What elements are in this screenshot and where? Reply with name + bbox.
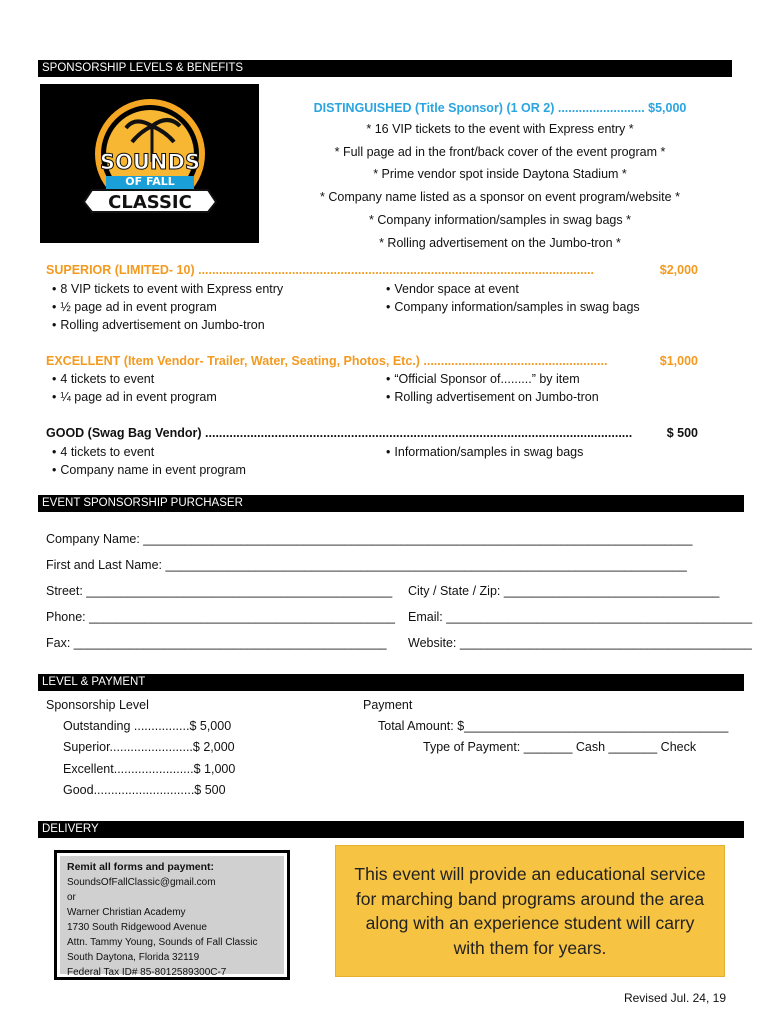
distinguished-benefit: * 16 VIP tickets to the event with Express entry * bbox=[366, 122, 634, 136]
good-benefit: • Information/samples in swag bags bbox=[386, 445, 583, 459]
excellent-price: $1,000 bbox=[659, 354, 698, 368]
good-benefit: • Company name in event program bbox=[52, 463, 246, 477]
remit-line: or bbox=[67, 892, 76, 903]
svg-text:OF FALL: OF FALL bbox=[125, 175, 175, 188]
delivery-header: DELIVERY bbox=[38, 821, 744, 838]
excellent-label: EXCELLENT (Item Vendor- Trailer, Water, Seating, Photos, Etc.) ..................................................... bbox=[46, 354, 608, 368]
phone-field[interactable]: Phone: ____________________________________________ bbox=[46, 610, 395, 624]
payment-type-field[interactable]: Type of Payment: _______ Cash _______ Check bbox=[423, 740, 697, 754]
superior-benefit: • 8 VIP tickets to event with Express entry bbox=[52, 282, 283, 296]
superior-title bbox=[46, 263, 698, 277]
promo-box bbox=[335, 845, 725, 977]
remit-line: Attn. Tammy Young, Sounds of Fall Classic bbox=[67, 937, 258, 948]
remit-box bbox=[54, 850, 290, 980]
payment-label: Payment bbox=[363, 698, 413, 712]
good-price: $ 500 bbox=[666, 426, 698, 440]
level-option[interactable]: Superior........................$ 2,000 bbox=[63, 740, 235, 754]
level-option[interactable]: Good.............................$ 500 bbox=[63, 783, 226, 797]
good-title bbox=[46, 426, 698, 440]
email-field[interactable]: Email: ____________________________________________ bbox=[408, 610, 753, 624]
distinguished-benefit: * Rolling advertisement on the Jumbo-tron * bbox=[379, 236, 621, 250]
level-option[interactable]: Excellent.......................$ 1,000 bbox=[63, 762, 236, 776]
svg-text:CLASSIC: CLASSIC bbox=[108, 192, 192, 213]
website-field[interactable]: Website: __________________________________________ bbox=[408, 636, 752, 650]
superior-price: $2,000 bbox=[659, 263, 698, 277]
distinguished-benefit: * Full page ad in the front/back cover of the event program * bbox=[334, 145, 666, 159]
city-state-zip-field[interactable]: City / State / Zip: _______________________________ bbox=[408, 584, 720, 598]
excellent-benefit: • ¼ page ad in event program bbox=[52, 390, 217, 404]
promo-text: This event will provide an educational service for marching band programs around the area along with an experience student will carry with them for years. bbox=[354, 864, 706, 958]
excellent-benefit: • 4 tickets to event bbox=[52, 372, 154, 386]
street-field[interactable]: Street: ____________________________________________ bbox=[46, 584, 393, 598]
remit-line: South Daytona, Florida 32119 bbox=[67, 952, 200, 963]
remit-line: 1730 South Ridgewood Avenue bbox=[67, 922, 207, 933]
fax-field[interactable]: Fax: _____________________________________________ bbox=[46, 636, 387, 650]
remit-line: Warner Christian Academy bbox=[67, 907, 186, 918]
good-label: GOOD (Swag Bag Vendor) ........................................................................................................................... bbox=[46, 426, 633, 440]
sounds-of-fall-classic-logo bbox=[40, 84, 259, 243]
payment-header: LEVEL & PAYMENT bbox=[38, 674, 744, 691]
superior-benefit: • Rolling advertisement on Jumbo-tron bbox=[52, 318, 265, 332]
superior-benefit: • ½ page ad in event program bbox=[52, 300, 217, 314]
company-name-field[interactable]: Company Name: _______________________________________________________________________________ bbox=[46, 532, 693, 546]
revised-date: Revised Jul. 24, 19 bbox=[623, 991, 726, 1005]
sponsorship-level-label: Sponsorship Level bbox=[46, 698, 149, 712]
distinguished-title: DISTINGUISHED (Title Sponsor) (1 OR 2) ......................... $5,000 bbox=[313, 101, 687, 115]
full-name-field[interactable]: First and Last Name: ___________________________________________________________________________ bbox=[46, 558, 687, 572]
purchaser-header: EVENT SPONSORSHIP PURCHASER bbox=[38, 495, 744, 512]
superior-label: SUPERIOR (LIMITED- 10) .................................................................................................................. bbox=[46, 263, 595, 277]
level-option[interactable]: Outstanding ................$ 5,000 bbox=[63, 719, 232, 733]
remit-email: SoundsOfFallClassic@gmail.com bbox=[67, 877, 216, 888]
distinguished-benefit: * Company name listed as a sponsor on event program/website * bbox=[320, 190, 680, 204]
distinguished-benefit: * Company information/samples in swag bags * bbox=[369, 213, 631, 227]
svg-text:SOUNDS: SOUNDS bbox=[99, 150, 201, 174]
excellent-title bbox=[46, 354, 698, 368]
distinguished-benefit: * Prime vendor spot inside Daytona Stadium * bbox=[373, 167, 627, 181]
excellent-benefit: • Rolling advertisement on Jumbo-tron bbox=[386, 390, 599, 404]
good-benefit: • 4 tickets to event bbox=[52, 445, 154, 459]
superior-benefit: • Company information/samples in swag bags bbox=[386, 300, 640, 314]
superior-benefit: • Vendor space at event bbox=[386, 282, 519, 296]
remit-title: Remit all forms and payment: bbox=[67, 861, 215, 873]
remit-line: Federal Tax ID# 85-8012589300C-7 bbox=[67, 967, 227, 978]
total-amount-field[interactable]: Total Amount: $______________________________________ bbox=[378, 719, 729, 733]
excellent-benefit: • “Official Sponsor of.........” by item bbox=[386, 372, 580, 386]
sponsorship-header: SPONSORSHIP LEVELS & BENEFITS bbox=[38, 60, 732, 77]
